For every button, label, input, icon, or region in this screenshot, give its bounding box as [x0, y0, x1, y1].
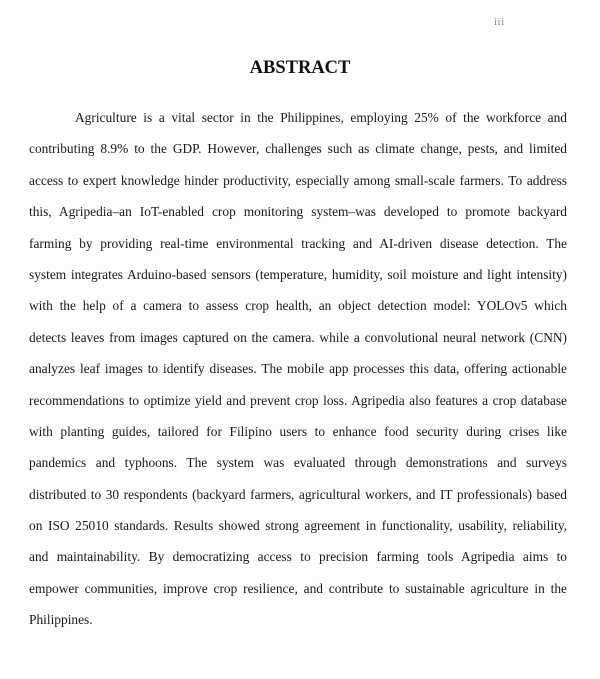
abstract-line: access to expert knowledge hinder productivity, especially among small-scale farmers. To address	[29, 172, 567, 188]
abstract-line: Agriculture is a vital sector in the Philippines, employing 25% of the workforce and	[75, 110, 567, 125]
abstract-line: with the help of a camera to assess crop health, an object detection model: YOLOv5 which	[29, 298, 567, 314]
abstract-line: distributed to 30 respondents (backyard farmers, agricultural workers, and IT professionals) based	[29, 486, 567, 502]
abstract-line: empower communities, improve crop resilience, and contribute to sustainable agriculture in the	[29, 580, 567, 596]
abstract-line: Philippines.	[29, 612, 93, 628]
abstract-line: recommendations to optimize yield and prevent crop loss. Agripedia also features a crop database	[29, 392, 567, 408]
abstract-line: with planting guides, tailored for Filipino users to enhance food security during crises like	[29, 423, 567, 439]
abstract-line: pandemics and typhoons. The system was evaluated through demonstrations and surveys	[29, 455, 567, 471]
abstract-line: analyzes leaf images to identify diseases. The mobile app processes this data, offering actionable	[29, 361, 567, 377]
abstract-line: this, Agripedia–an IoT-enabled crop monitoring system–was developed to promote backyard	[29, 204, 567, 220]
abstract-line: detects leaves from images captured on the camera. while a convolutional neural network (CNN)	[29, 329, 567, 345]
abstract-line: contributing 8.9% to the GDP. However, challenges such as climate change, pests, and limited	[29, 141, 567, 157]
abstract-title: ABSTRACT	[249, 58, 351, 78]
abstract-line: system integrates Arduino-based sensors (temperature, humidity, soil moisture and light intensity)	[29, 266, 567, 282]
abstract-line: farming by providing real-time environmental tracking and AI-driven disease detection. The	[29, 235, 567, 251]
abstract-line: and maintainability. By democratizing access to precision farming tools Agripedia aims to	[29, 549, 567, 565]
page-number: iii	[494, 16, 505, 28]
abstract-body	[29, 108, 567, 642]
abstract-line: on ISO 25010 standards. Results showed strong agreement in functionality, usability, reliability,	[29, 518, 567, 534]
